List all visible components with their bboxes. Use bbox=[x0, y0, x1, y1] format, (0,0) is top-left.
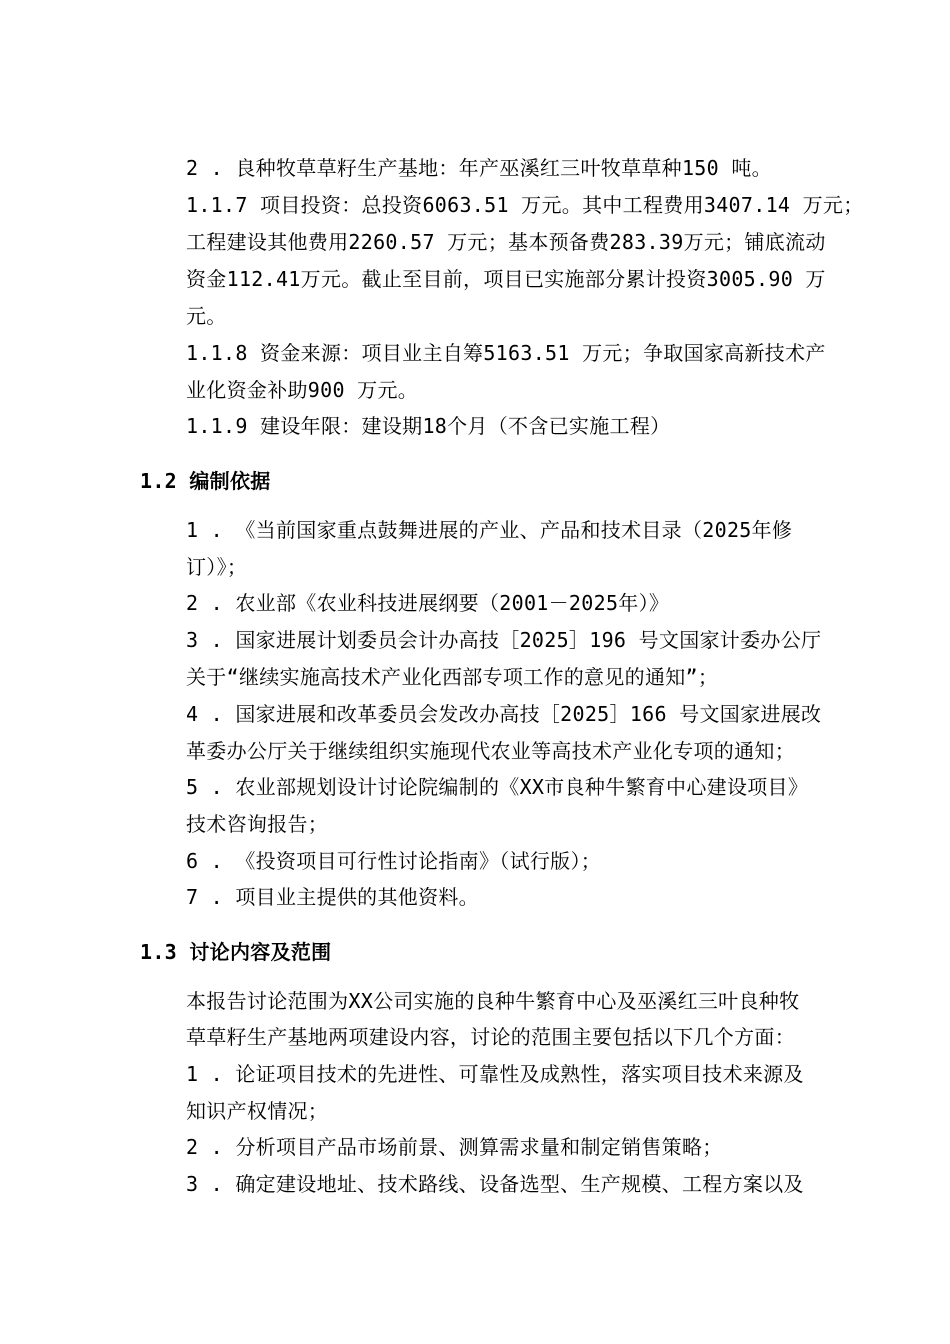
section-heading: 1.3 讨论内容及范围 bbox=[140, 940, 332, 964]
text-line: 工程建设其他费用2260.57 万元；基本预备费283.39万元；铺底流动 bbox=[186, 230, 826, 254]
text-line: 技术咨询报告； bbox=[186, 812, 329, 836]
text-line: 关于“继续实施高技术产业化西部专项工作的意见的通知”； bbox=[186, 665, 719, 689]
section-heading: 1.2 编制依据 bbox=[140, 469, 271, 493]
text-line: 2 . 良种牧草草籽生产基地：年产巫溪红三叶牧草草种150 吨。 bbox=[186, 156, 772, 180]
text-line: 知识产权情况； bbox=[186, 1099, 329, 1123]
text-line: 革委办公厅关于继续组织实施现代农业等高技术产业化专项的通知； bbox=[186, 739, 795, 763]
text-line: 资金112.41万元。截止至目前，项目已实施部分累计投资3005.90 万 bbox=[186, 267, 826, 291]
text-line: 草草籽生产基地两项建设内容，讨论的范围主要包括以下几个方面： bbox=[186, 1025, 795, 1049]
text-line: 订）》； bbox=[186, 555, 248, 579]
text-line: 4 . 国家进展和改革委员会发改办高技［2025］166 号文国家进展改 bbox=[186, 702, 822, 726]
text-line: 元。 bbox=[186, 304, 227, 328]
text-line: 2 . 农业部《农业科技进展纲要（2001－2025年）》 bbox=[186, 591, 670, 615]
text-line: 7 . 项目业主提供的其他资料。 bbox=[186, 885, 479, 909]
text-line: 3 . 国家进展计划委员会计办高技［2025］196 号文国家计委办公厅 bbox=[186, 628, 822, 652]
text-line: 1.1.9 建设年限：建设期18个月（不含已实施工程） bbox=[186, 414, 671, 438]
text-line: 1 . 《当前国家重点鼓舞进展的产业、产品和技术目录（2025年修 bbox=[186, 518, 793, 542]
text-line: 6 . 《投资项目可行性讨论指南》（试行版）； bbox=[186, 849, 602, 873]
text-line: 3 . 确定建设地址、技术路线、设备选型、生产规模、工程方案以及 bbox=[186, 1172, 804, 1196]
text-line: 5 . 农业部规划设计讨论院编制的《XX市良种牛繁育中心建设项目》 bbox=[186, 775, 809, 799]
text-line: 2 . 分析项目产品市场前景、测算需求量和制定销售策略； bbox=[186, 1135, 723, 1159]
text-line: 1.1.7 项目投资：总投资6063.51 万元。其中工程费用3407.14 万元； bbox=[186, 193, 864, 217]
text-line: 1.1.8 资金来源：项目业主自筹5163.51 万元；争取国家高新技术产 bbox=[186, 341, 826, 365]
text-line: 业化资金补助900 万元。 bbox=[186, 378, 419, 402]
text-line: 1 . 论证项目技术的先进性、可靠性及成熟性，落实项目技术来源及 bbox=[186, 1062, 804, 1086]
text-line: 本报告讨论范围为XX公司实施的良种牛繁育中心及巫溪红三叶良种牧 bbox=[186, 989, 800, 1013]
